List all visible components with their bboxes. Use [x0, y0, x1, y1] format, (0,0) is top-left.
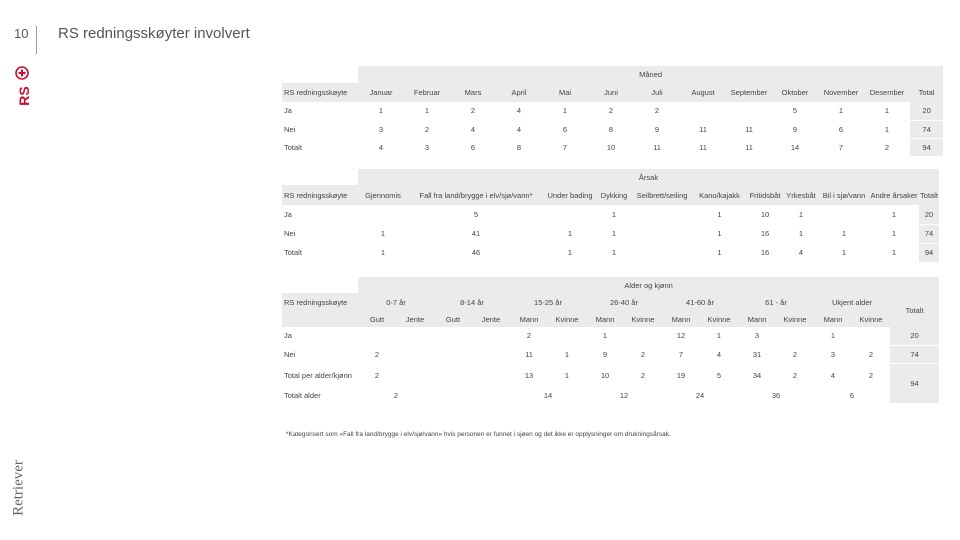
age-group-header: 8-14 år — [434, 293, 510, 311]
row-label: Totalt — [282, 138, 358, 156]
row-label: Totalt alder — [282, 387, 358, 403]
month-column-header: Juli — [634, 83, 680, 102]
table-cell: 1 — [814, 327, 852, 345]
cause-column-header: Fall fra land/brygge i elv/sjø/vann* — [408, 185, 544, 205]
table-cell — [472, 363, 510, 387]
cause-column-header: Seilbrett/seiling — [632, 185, 692, 205]
table-cell — [726, 102, 772, 120]
table-cell: 14 — [772, 138, 818, 156]
table-cell: 8 — [496, 138, 542, 156]
retriever-logo-icon — [8, 455, 30, 521]
table-cell: 6 — [450, 138, 496, 156]
cause-column-header: Bil i sjø/vann — [819, 185, 869, 205]
table-cell: 1 — [358, 243, 408, 262]
table-cell: 11 — [726, 138, 772, 156]
table-cell: 94 — [919, 243, 939, 262]
table-cell: 2 — [852, 363, 890, 387]
table-cell: 2 — [358, 345, 396, 363]
table-cell: 1 — [586, 327, 624, 345]
table-cell: 1 — [864, 120, 910, 138]
cause-column-header: Andre årsaker — [869, 185, 919, 205]
gender-header: Kvinne — [700, 311, 738, 327]
table-cell: 4 — [783, 243, 819, 262]
table-cell: 2 — [404, 120, 450, 138]
table-cell — [819, 205, 869, 224]
age-total-cell: 24 — [662, 387, 738, 403]
age-group-header: Ukjent alder — [814, 293, 890, 311]
rs-logo-icon — [12, 66, 32, 106]
table-cell — [396, 345, 434, 363]
table-row — [282, 387, 939, 403]
footnote: *Kategorisert som «Fall fra land/brygge i elv/sjø/vann» hvis personen er funnet i sjøen og det ikke er opplysninger om drukningsårsak. — [286, 431, 671, 438]
table-cell: 1 — [692, 205, 747, 224]
table-cell: 1 — [869, 243, 919, 262]
table-cell: 1 — [700, 327, 738, 345]
title-divider — [36, 26, 37, 54]
age-group-header: 0-7 år — [358, 293, 434, 311]
gender-header: Mann — [510, 311, 548, 327]
table-cell: 4 — [496, 102, 542, 120]
month-group-header: Måned — [358, 66, 943, 83]
table-cell — [434, 327, 472, 345]
table-cell: 1 — [548, 345, 586, 363]
table-cell: 94 — [910, 138, 943, 156]
table-cell: 2 — [864, 138, 910, 156]
table-cell: 1 — [596, 224, 632, 243]
cause-column-header: Gjennomis — [358, 185, 408, 205]
table-cell: 5 — [772, 102, 818, 120]
table-cell: 10 — [588, 138, 634, 156]
month-column-header: Total — [910, 83, 943, 102]
table-cell — [434, 363, 472, 387]
age-gender-table — [282, 277, 939, 404]
row-label: Ja — [282, 327, 358, 345]
table-cell — [548, 327, 586, 345]
table-cell: 9 — [634, 120, 680, 138]
month-column-header: Oktober — [772, 83, 818, 102]
table-cell: 1 — [864, 102, 910, 120]
age-total-cell — [434, 387, 510, 403]
table-row — [282, 345, 939, 363]
cause-column-header: Totalt — [919, 185, 939, 205]
table-cell: 16 — [747, 243, 783, 262]
gender-header: Mann — [738, 311, 776, 327]
table-cell: 2 — [510, 327, 548, 345]
table-cell — [434, 345, 472, 363]
table-cell: 1 — [358, 102, 404, 120]
table-cell: 74 — [919, 224, 939, 243]
month-column-header: November — [818, 83, 864, 102]
table-cell — [632, 243, 692, 262]
table-cell: 2 — [588, 102, 634, 120]
cause-column-header: Under bading — [544, 185, 596, 205]
rs-logo-text: RS — [16, 86, 32, 106]
total-cell: 20 — [890, 327, 939, 345]
gender-header: Jente — [472, 311, 510, 327]
cause-column-header: Kano/kajakk — [692, 185, 747, 205]
table-cell: 3 — [404, 138, 450, 156]
table-cell: 2 — [776, 363, 814, 387]
gender-header: Jente — [396, 311, 434, 327]
age-total-cell: 6 — [814, 387, 890, 403]
table-cell — [396, 363, 434, 387]
table-cell: 31 — [738, 345, 776, 363]
cause-corner-label: RS redningsskøyte — [282, 185, 358, 205]
gender-header: Kvinne — [776, 311, 814, 327]
table-cell: 11 — [726, 120, 772, 138]
table-cell: 4 — [496, 120, 542, 138]
table-cell: 11 — [680, 120, 726, 138]
row-label: Nei — [282, 345, 358, 363]
table-cell — [358, 205, 408, 224]
table-cell: 12 — [662, 327, 700, 345]
table-cell: 4 — [358, 138, 404, 156]
age-total-cell: 2 — [358, 387, 434, 403]
table-cell: 2 — [634, 102, 680, 120]
table-cell: 3 — [358, 120, 404, 138]
age-total-cell: 36 — [738, 387, 814, 403]
table-cell: 1 — [596, 243, 632, 262]
month-column-header: Mai — [542, 83, 588, 102]
age-total-cell: 14 — [510, 387, 586, 403]
month-column-header: September — [726, 83, 772, 102]
month-column-header: August — [680, 83, 726, 102]
row-label: Ja — [282, 102, 358, 120]
gender-header: Gutt — [358, 311, 396, 327]
table-cell — [680, 102, 726, 120]
table-cell: 13 — [510, 363, 548, 387]
table-cell: 8 — [588, 120, 634, 138]
table-cell: 4 — [700, 345, 738, 363]
table-row — [282, 327, 939, 345]
table-cell: 46 — [408, 243, 544, 262]
table-cell: 7 — [662, 345, 700, 363]
table-cell: 1 — [548, 363, 586, 387]
row-label: Nei — [282, 224, 358, 243]
table-cell: 1 — [783, 205, 819, 224]
age-group-header: 26-40 år — [586, 293, 662, 311]
gender-header: Kvinne — [852, 311, 890, 327]
table-row — [282, 243, 939, 262]
table-cell: 10 — [586, 363, 624, 387]
table-cell: 1 — [404, 102, 450, 120]
age-group-header: 61 - år — [738, 293, 814, 311]
table-cell — [632, 205, 692, 224]
table-cell: 9 — [772, 120, 818, 138]
table-cell: 1 — [544, 243, 596, 262]
table-cell: 1 — [869, 205, 919, 224]
table-row — [282, 138, 943, 156]
table-cell: 1 — [819, 224, 869, 243]
table-cell: 7 — [818, 138, 864, 156]
month-corner-label: RS redningsskøyte — [282, 83, 358, 102]
gender-header: Mann — [662, 311, 700, 327]
cause-group-header: Årsak — [358, 169, 939, 185]
page-title: RS redningsskøyter involvert — [58, 25, 250, 42]
row-label: Nei — [282, 120, 358, 138]
month-column-header: Januar — [358, 83, 404, 102]
table-row — [282, 363, 939, 387]
total-cell: 94 — [890, 363, 939, 403]
row-label: Ja — [282, 205, 358, 224]
table-cell: 1 — [869, 224, 919, 243]
table-cell — [472, 327, 510, 345]
age-total-cell: 12 — [586, 387, 662, 403]
month-column-header: Februar — [404, 83, 450, 102]
table-cell: 1 — [783, 224, 819, 243]
table-cell: 11 — [680, 138, 726, 156]
table-cell: 1 — [544, 224, 596, 243]
table-cell: 6 — [542, 120, 588, 138]
table-cell: 3 — [814, 345, 852, 363]
gender-header: Mann — [586, 311, 624, 327]
table-row — [282, 102, 943, 120]
age-gender-group-header: Alder og kjønn — [358, 277, 939, 293]
row-label: Totalt — [282, 243, 358, 262]
table-cell: 5 — [408, 205, 544, 224]
table-cell — [396, 327, 434, 345]
gender-header: Gutt — [434, 311, 472, 327]
table-row — [282, 120, 943, 138]
table-cell: 11 — [634, 138, 680, 156]
table-cell: 1 — [542, 102, 588, 120]
table-cell: 4 — [814, 363, 852, 387]
table-cell: 34 — [738, 363, 776, 387]
table-cell: 2 — [450, 102, 496, 120]
cause-column-header: Dykking — [596, 185, 632, 205]
gender-header: Kvinne — [624, 311, 662, 327]
table-cell — [358, 327, 396, 345]
age-gender-corner-label: RS redningsskøyte — [282, 293, 358, 311]
table-cell: 74 — [910, 120, 943, 138]
table-cell: 1 — [692, 243, 747, 262]
table-cell: 6 — [818, 120, 864, 138]
table-row — [282, 224, 939, 243]
total-header: Totalt — [890, 293, 939, 327]
table-cell: 19 — [662, 363, 700, 387]
cause-table — [282, 169, 939, 263]
table-cell: 16 — [747, 224, 783, 243]
table-cell: 9 — [586, 345, 624, 363]
table-cell — [472, 345, 510, 363]
month-column-header: Mars — [450, 83, 496, 102]
table-cell: 3 — [738, 327, 776, 345]
table-cell: 10 — [747, 205, 783, 224]
table-cell — [632, 224, 692, 243]
cause-column-header: Yrkesbåt — [783, 185, 819, 205]
retriever-logo-text: Retriever — [10, 460, 27, 516]
row-label: Total per alder/kjønn — [282, 363, 358, 387]
table-cell: 2 — [852, 345, 890, 363]
month-column-header: April — [496, 83, 542, 102]
table-cell: 20 — [910, 102, 943, 120]
table-cell: 20 — [919, 205, 939, 224]
month-column-header: Juni — [588, 83, 634, 102]
table-cell: 1 — [596, 205, 632, 224]
month-table — [282, 66, 943, 157]
table-cell — [544, 205, 596, 224]
table-cell: 2 — [358, 363, 396, 387]
table-cell: 11 — [510, 345, 548, 363]
age-group-header: 15-25 år — [510, 293, 586, 311]
table-cell: 1 — [818, 102, 864, 120]
table-cell: 4 — [450, 120, 496, 138]
gender-header: Kvinne — [548, 311, 586, 327]
gender-header: Mann — [814, 311, 852, 327]
table-cell: 7 — [542, 138, 588, 156]
table-cell — [776, 327, 814, 345]
table-cell: 1 — [692, 224, 747, 243]
table-row — [282, 205, 939, 224]
table-cell — [852, 327, 890, 345]
table-cell: 2 — [624, 345, 662, 363]
cause-column-header: Fritidsbåt — [747, 185, 783, 205]
table-cell: 1 — [819, 243, 869, 262]
table-cell: 2 — [776, 345, 814, 363]
table-cell: 2 — [624, 363, 662, 387]
table-cell: 1 — [358, 224, 408, 243]
age-group-header: 41-60 år — [662, 293, 738, 311]
month-column-header: Desember — [864, 83, 910, 102]
table-cell: 41 — [408, 224, 544, 243]
page-number: 10 — [14, 26, 29, 41]
table-cell: 5 — [700, 363, 738, 387]
table-cell — [624, 327, 662, 345]
total-cell: 74 — [890, 345, 939, 363]
